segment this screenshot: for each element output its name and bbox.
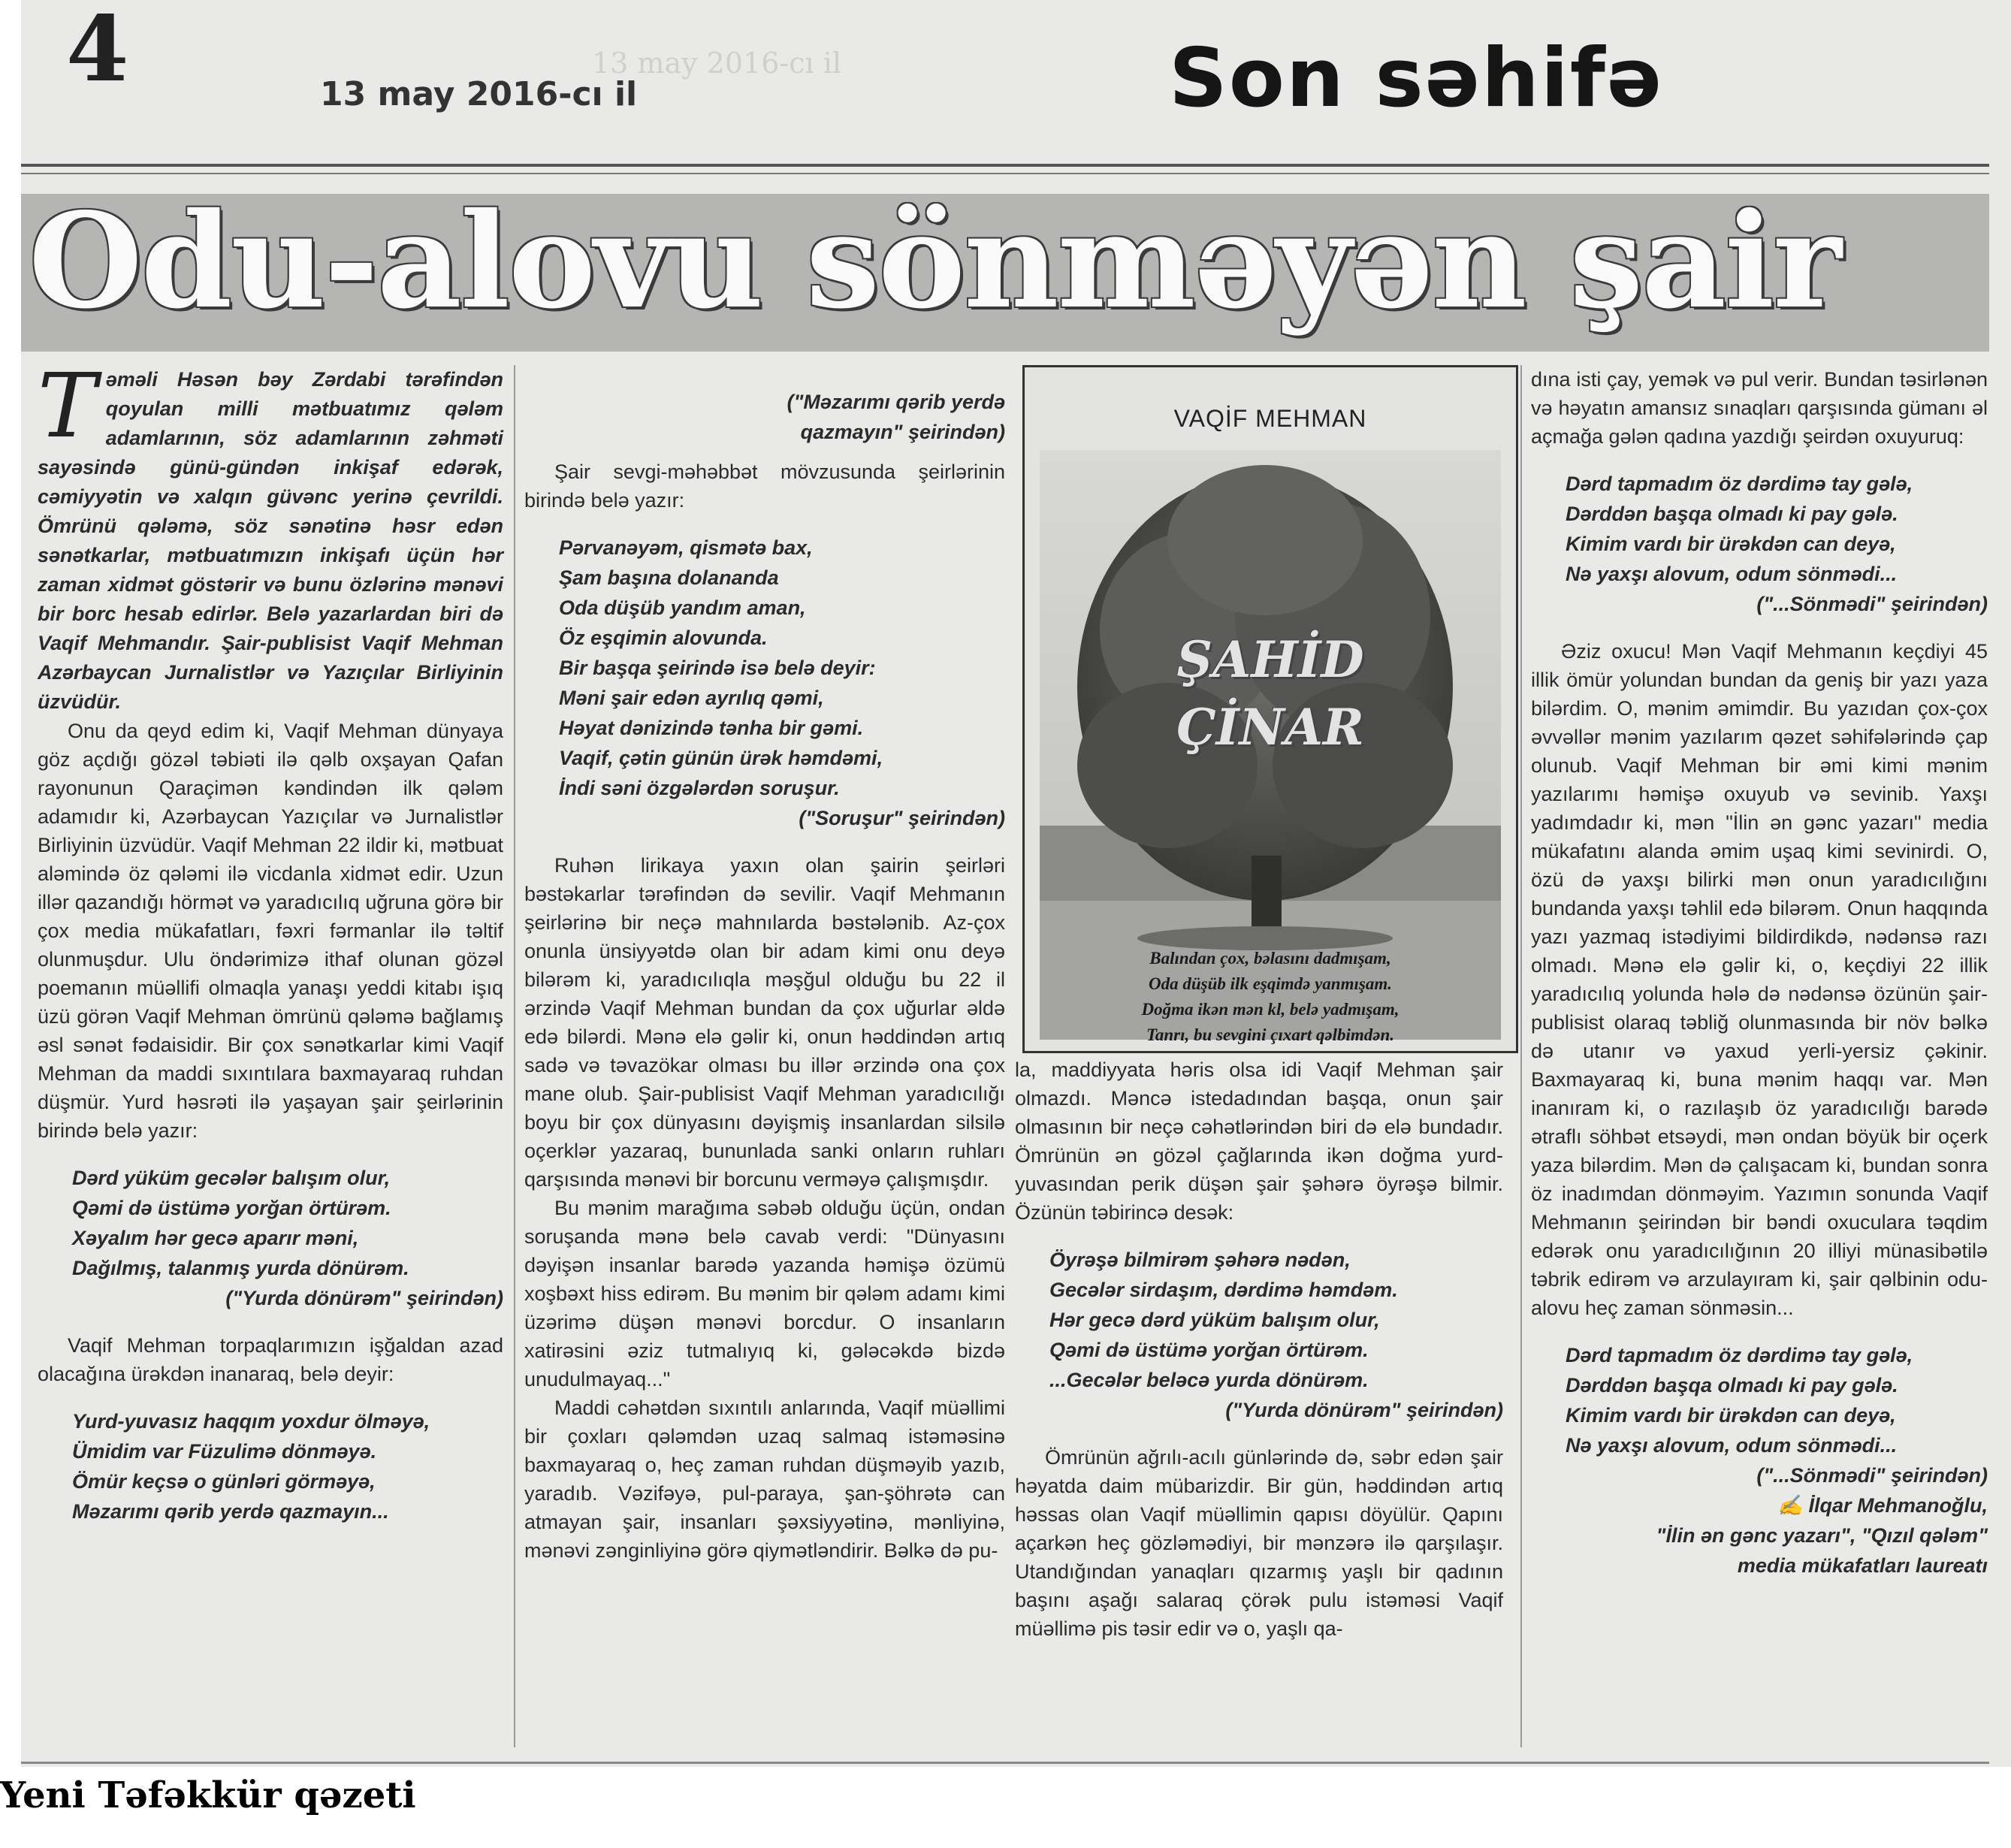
verse xyxy=(72,1406,503,1526)
verse xyxy=(1566,1340,1988,1460)
verse-line: Gecələr sirdaşım, dərdimə həmdəm. xyxy=(1049,1279,1398,1301)
paragraph: Maddi cəhətdən sıxıntılı anlarında, Vaqif müəllimi bir çoxları qələmdən uzaq salmaq istəməsinə baxmayaraq o, heç zaman ruhdan düşməyib yazıb, yaradıb. Vəzifəyə, pul-paraya, şan-şöhrətə can atmayan şair, insanları şəxsiyyətinə, mənliyinə, mənəvi zənginliyinə görə qiymətləndirir. Bəlkə də pu- xyxy=(524,1397,1005,1562)
paragraph: Ömrünün ağrılı-acılı günlərində də, səbr edən şair həyatda daim mübarizdir. Bir gün, həddindən artıq həssas olan Vaqif müəllimin qapısı döyülür. Qapını açarkən heç gözləmədiyi, bir mənzərə ilə qarşılaşır. Utandığından yanaqları qızarmış yaşlı bir qadının başını aşağı salaraq çörək pulu istəməsi Vaqif müəllimə pis təsir edir və o, yaşlı qa- xyxy=(1015,1446,1503,1640)
source-line: qazmayın" şeirindən) xyxy=(800,421,1005,443)
pen-hand-icon: ✍ xyxy=(1777,1494,1809,1517)
author-name: İlqar Mehmanoğlu, xyxy=(1808,1494,1988,1517)
column-1 xyxy=(38,354,503,1526)
verse-line: Yurd-yuvasız haqqım yoxdur ölməyə, xyxy=(72,1410,430,1433)
verse xyxy=(1566,469,1988,589)
photo-caption xyxy=(1055,946,1486,1048)
author-title: "İlin ən gənc yazarı", "Qızıl qələm" xyxy=(1656,1524,1988,1547)
verse xyxy=(559,533,1005,803)
paragraph: Bu mənim marağıma səbəb olduğu üçün, ondan soruşanda mənə belə cavab verdi: "Dünyasını dəyişən insanlar barədə yazanda həmişə özümü xoşbəxt hiss edirəm. Bu mənim bir qələm adamı kimi üzərimə düşən mənəvi borcdur. O insanların xatirəsini əziz tutmalıyıq ki, gələcəkdə bizdə unudulmayaq..." xyxy=(524,1197,1005,1391)
lead-text: əməli Həsən bəy Zərdabi tərəfindən qoyulan milli mətbuatımız qələm adamlarının, söz adamlarının zəhməti sayəsində günü-gündən inkişaf edərək, cəmiyyətin və xalqın güvənc yerinə çevrildi. Ömrünü qələmə, söz sənətinə həsr edən sənətkarlar, mətbuatımızın inkişafı üçün hər zaman xidmət göstərir və bunu özlərinə mənəvi bir borc hesab edirlər. Belə yazarlardan biri də Vaqif Mehmandır. Şair-publisist Vaqif Mehman Azərbaycan Jurnalistlər və Yazıçılar Birliyinin üzvüdür. xyxy=(38,368,503,713)
paragraph: Onu da qeyd edim ki, Vaqif Mehman dünyaya göz açdığı gözəl təbiəti ilə qəlb oxşayan Qafan rayonunun Qaraçimən kəndindən ilk qələm adamıdır ki, Azərbaycan Yazıçılar və Jurnalistlər Birliyinin üzvüdür. Vaqif Mehman 22 ildir ki, mətbuat aləmində öz qələmi ilə vicdanla xidmət edir. Uzun illər qazandığı hörmət və yaradıcılıq uğruna görə bir çox media mükafatları, fəxri fərmanlar ilə təltif olunmuşdur. Ulu öndərimizə ithaf olunan gözəl poemanın müəllifi olmaqla yanaşı yeddi kitabı işıq üzü görən Vaqif Mehman ömrünü qələmə bağlamış əsl sənət fədaisidir. Bir çox sənətkarlar kimi Vaqif Mehman da maddi sıxıntılara baxmayaraq ruhdan düşmür. Yurd həsrəti ilə yaşayan şair şeirlərinin birində belə yazır: xyxy=(38,720,503,1142)
verse-line: ...Gecələr beləcə yurda dönürəm. xyxy=(1049,1369,1369,1391)
verse-line: Dərd tapmadım öz dərdimə tay gələ, xyxy=(1566,473,1913,495)
verse-line: Kimim vardı bir ürəkdən can deyə, xyxy=(1566,533,1896,555)
watermark-line: ŞAHİD xyxy=(1176,630,1364,689)
source-line: ("Məzarımı qərib yerdə xyxy=(787,391,1005,413)
verse-line: Hər gecə dərd yüküm balışım olur, xyxy=(1049,1309,1380,1331)
caption-line: Tanrı, bu sevgini çıxart qəlbimdən. xyxy=(1146,1025,1395,1044)
verse-line: Məni şair edən ayrılıq qəmi, xyxy=(559,687,824,709)
verse-line: Dərddən başqa olmadı ki pay gələ. xyxy=(1566,1374,1898,1397)
paragraph: Şair sevgi-məhəbbət mövzusunda şeirlərinin birində belə yazır: xyxy=(524,460,1005,512)
caption-line: Oda düşüb ilk eşqimdə yanmışam. xyxy=(1149,974,1392,993)
verse-line: Bir başqa şeirində isə belə deyir: xyxy=(559,657,876,679)
masthead-rule xyxy=(21,164,1989,167)
verse-line: Dərd yüküm gecələr balışım olur, xyxy=(72,1167,391,1189)
paragraph: Vaqif Mehman torpaqlarımızın işğaldan azad olacağına ürəkdən inanaraq, belə deyir: xyxy=(38,1334,503,1385)
article-headline: Odu-alovu sönməyən şair xyxy=(29,185,1840,338)
column-3 xyxy=(1015,1055,1503,1643)
page-number: 4 xyxy=(66,0,129,102)
drop-cap: T xyxy=(38,354,97,457)
portrait-photo-box xyxy=(1022,365,1518,1053)
verse-line: Pərvanəyəm, qismətə bax, xyxy=(559,536,813,559)
watermark-line: ÇİNAR xyxy=(1176,698,1364,756)
verse-line: Ömür keçsə o günləri görməyə, xyxy=(72,1470,376,1493)
verse-line: Ümidim var Füzulimə dönməyə. xyxy=(72,1440,377,1463)
column-divider xyxy=(514,365,515,1747)
verse-source xyxy=(524,387,1005,447)
verse-line: Qəmi də üstümə yorğan örtürəm. xyxy=(1049,1339,1369,1361)
column-divider xyxy=(1520,365,1522,1747)
verse-line: Xəyalım hər gecə aparır məni, xyxy=(72,1227,359,1249)
paragraph: Əziz oxucu! Mən Vaqif Mehmanın keçdiyi 45 illik ömür yolundan bundan da geniş bir yazı yaza bilərdim. O, mənim əmimdir. Bu yazıdan çox-çox əvvəllər mənim yazılarım qəzet səhifələrində çap olunub. Vaqif Mehman bir əmi kimi mənim yazılarımı həmişə oxuyub və sevinib. Yaxşı yadımdadır ki, mən "İlin ən gənc yazarı" media mükafatını alanda əmim uşaq kimi sevinirdi. O, özü də yaxşı bilirki mən onun yaradıcılığını bundanda yaxşı təhlil edə bilərəm. Onun haqqında yazı yazmaq istədiyimi bildirdikdə, nədənsə razı olmadı. Mənə elə gəlir ki, o, keçdiyi 22 illik yaradıcılıq yolunda hələ də nədənsə özünün şair-publisist olaraq təbliğ olunmasında bir növ bəlkə də utanır və yaxud yerli-yersiz çəkinir. Baxmayaraq ki, buna mənim haqqı var. Mən inanıram ki, o razılaşıb öz yaradıcılığı barədə ətraflı söhbət etsəydi, mən ondan böyük bir oçerk yaza bilərdim. Mən də çalışacam ki, bundan sonra öz inadımdan dönməyim. Yazımın sonunda Vaqif Mehmanın şeirindən bir bəndi oxuculara təqdim edərək onu yaradıcılığının 20 illiyi münasibətilə təbrik edirəm və arzulayıram ki, şair qəlbinin odu-alovu heç zaman sönməsin... xyxy=(1531,640,1988,1319)
verse-line: Dərddən başqa olmadı ki pay gələ. xyxy=(1566,503,1898,525)
footer-label: Yeni Təfəkkür qəzeti xyxy=(0,1774,416,1816)
verse-line: Nə yaxşı alovum, odum sönmədi... xyxy=(1566,1434,1898,1457)
verse-source: ("...Sönmədi" şeirindən) xyxy=(1756,1464,1988,1487)
verse-source: ("Yurda dönürəm" şeirindən) xyxy=(225,1287,503,1309)
section-title: Son səhifə xyxy=(1169,32,1664,125)
verse-line: Oda düşüb yandım aman, xyxy=(559,596,806,619)
verse-line: Dərd tapmadım öz dərdimə tay gələ, xyxy=(1566,1344,1913,1366)
verse-source: ("...Sönmədi" şeirindən) xyxy=(1756,593,1988,615)
author-name-line xyxy=(1531,1490,1988,1520)
verse-line: Vaqif, çətin günün ürək həmdəmi, xyxy=(559,747,883,769)
verse-source: ("Soruşur" şeirindən) xyxy=(799,807,1005,829)
verse-line: Kimim vardı bir ürəkdən can deyə, xyxy=(1566,1404,1896,1427)
verse-line: Nə yaxşı alovum, odum sönmədi... xyxy=(1566,563,1898,585)
author-signature xyxy=(1531,1490,1988,1581)
print-bleed-text: 13 may 2016-cı il xyxy=(592,47,842,80)
column-2 xyxy=(524,387,1005,1565)
caption-line: Doğma ikən mən kl, belə yadmışam, xyxy=(1141,1000,1400,1019)
verse-line: Öz eşqimin alovunda. xyxy=(559,627,768,649)
issue-date: 13 may 2016-cı il xyxy=(320,75,638,113)
verse xyxy=(72,1163,503,1283)
masthead-rule-thin xyxy=(21,173,1989,174)
paragraph: dına isti çay, yemək və pul verir. Bundan təsirlənən və həyatın amansız sınaqları qarşısında gümanı əl açmağa gələn qadına yazdığı şeirdən oxuyuruq: xyxy=(1531,368,1988,448)
lead-paragraph xyxy=(38,354,503,717)
verse-line: İndi səni özgələrdən soruşur. xyxy=(559,777,840,799)
verse-line: Dağılmış, talanmış yurda dönürəm. xyxy=(72,1257,409,1279)
verse-line: Şam başına dolananda xyxy=(559,566,779,589)
bottom-rule xyxy=(21,1762,1989,1764)
verse-source: ("Yurda dönürəm" şeirindən) xyxy=(1225,1399,1503,1421)
verse xyxy=(1049,1245,1503,1395)
newspaper-page xyxy=(21,0,2011,1767)
photo-name-label: VAQİF MEHMAN xyxy=(1173,405,1367,432)
caption-line: Balından çox, bəlasını dadmışam, xyxy=(1149,949,1391,968)
paragraph: la, maddiyyata həris olsa idi Vaqif Mehman şair olmazdı. Məncə istedadından başqa, onun şair olmasının bir neçə cəhətlərindən biri də elə bundadır. Ömrünün ən gözəl çağlarında ikən doğma yurd-yuvasından perik düşən şair şəhərə öyrəşə bilmir. Özünün təbirincə desək: xyxy=(1015,1058,1503,1224)
column-4 xyxy=(1531,365,1988,1581)
verse-line: Həyat dənizində tənha bir gəmi. xyxy=(559,717,864,739)
verse-line: Öyrəşə bilmirəm şəhərə nədən, xyxy=(1049,1249,1351,1271)
paragraph: Ruhən lirikaya yaxın olan şairin şeirləri bəstəkarlar tərəfindən də sevilir. Vaqif Mehmanın şeirlərinə bir neçə mahnılarda bəstələnib. Az-çox onunla ünsiyyətdə olan bir adam kimi onu deyə bilərəm ki, yaradıcılıqla məşğul olduğu bu 22 il ərzində Vaqif Mehman bundan da çox uğurlar əldə edə bilərdi. Mənə elə gəlir ki, onun həddindən artıq sadə və təvazökar olması bu illər ərzində ona çox mane olub. Şair-publisist Vaqif Mehman yaradıcılığı boyu bir çox dünyasını dəyişmiş insanlardan silsilə oçerklər yazaraq, bununlada sanki onların ruhları qarşısında mənəvi bir borcunu verməyə çalışmışdır. xyxy=(524,854,1005,1191)
author-title: media mükafatları laureatı xyxy=(1737,1554,1988,1577)
verse-line: Qəmi də üstümə yorğan örtürəm. xyxy=(72,1197,391,1219)
verse-line: Məzarımı qərib yerdə qazmayın... xyxy=(72,1500,389,1523)
